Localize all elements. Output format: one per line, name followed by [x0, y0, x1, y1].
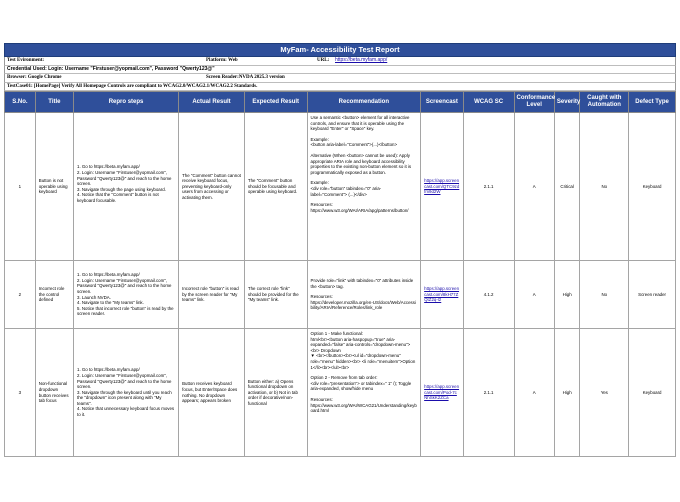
cell-sno: 3	[5, 329, 36, 457]
cell-screencast	[421, 329, 463, 457]
cell-expected: The correct role "link" should be provided for the "My teams" link.	[244, 261, 307, 329]
recommendation-para: Example: <button aria-label="Comment">(...)</button>	[310, 136, 398, 148]
report-title: MyFam- Accessibility Test Report	[4, 43, 676, 57]
cell-actual: Button receives keyboard focus, but Enter/Space does nothing. No dropdown appears; appears broken	[179, 329, 245, 457]
cell-severity: Critical	[554, 113, 579, 261]
cell-screencast	[421, 113, 463, 261]
cell-title: Non-functional dropdown button receives tab focus	[35, 329, 73, 457]
recommendation-para: Option 1 - Make functional: html<br><button aria-haspopup="true" aria-expanded="false" aria-controls="dropdown-menu"><br> Dropdown ▼ <br></button><br><ul id="dropdown-menu" role="menu" hidden><br> <li role="menuitem">Option 1</li><br></ul><br>	[310, 331, 416, 370]
cell-expected: Button either: a) Opens functional dropdown on activation, or b) Not in tab order if decorative/non-functional	[244, 329, 307, 457]
cell-steps	[74, 329, 179, 457]
screencast-link[interactable]: https://app.screencast.com/8kH77ZQtZ2q-l2	[424, 286, 460, 303]
screen-reader-label: Screen Reader:NVDA 2025.3 version	[206, 75, 285, 80]
col-header-repro-steps: Repro steps	[74, 92, 179, 113]
screencast-link[interactable]: https://app.screencast.com/QTC9zdfm9d2W	[424, 178, 460, 195]
cell-wcag: 4.1.2	[463, 261, 514, 329]
cell-automation: No	[580, 113, 629, 261]
col-header-wcag-sc: WCAG SC	[463, 92, 514, 113]
cell-sno: 2	[5, 261, 36, 329]
cell-level: A	[514, 261, 554, 329]
recommendation-para: Resources: https://www.w3.org/WAI/ARIA/apg/patterns/button/	[310, 202, 409, 213]
cell-defect-type: Keyboard	[629, 329, 676, 457]
recommendation-para: Example: <div role="button" tabindex="0" aria-label="Comment"> (...)</div>	[310, 180, 382, 197]
url-link[interactable]: https://beta.myfam.app/	[335, 57, 388, 63]
table-row	[5, 329, 676, 457]
cell-defect-type: Screen reader	[629, 261, 676, 329]
cell-steps	[74, 113, 179, 261]
cell-steps	[74, 261, 179, 329]
table-row	[5, 113, 676, 261]
report-sheet	[4, 43, 676, 457]
platform-label: Platform: Web	[206, 58, 238, 63]
col-header-defect-type: Defect Type	[629, 92, 676, 113]
table-header-row	[5, 92, 676, 113]
recommendation-para: Option 2 - Remove from tab order: <div role="presentation"> or tabindex=" 1" /); Toggle aria-expanded, show/hide menu	[310, 375, 412, 392]
meta-row-environment	[4, 57, 676, 66]
cell-defect-type: Keyboard	[629, 113, 676, 261]
cell-sno: 1	[5, 113, 36, 261]
cell-level: A	[514, 329, 554, 457]
cell-wcag: 2.1.1	[463, 329, 514, 457]
meta-row-credentials	[4, 66, 676, 75]
cell-recommendation	[307, 113, 421, 261]
col-header-title: Title	[35, 92, 73, 113]
recommendation-para: Provide role="link" with tabindex="0" attributes inside the <button> tag.	[310, 278, 414, 289]
cell-level: A	[514, 113, 554, 261]
cell-wcag: 2.1.1	[463, 113, 514, 261]
test-environment-label: Test Evironment:	[7, 58, 45, 63]
cell-recommendation	[307, 261, 421, 329]
cell-automation: Yes	[580, 329, 629, 457]
cell-title: Button is not operable using keyboard	[35, 113, 73, 261]
col-header-actual-result: Actual Result	[179, 92, 245, 113]
cell-automation: No	[580, 261, 629, 329]
cell-recommendation	[307, 329, 421, 457]
col-header-expected-result: Expected Result	[244, 92, 307, 113]
steps-text: 1. Go to https://beta.myfam.app/ 2. Login: Username "Firstuser@yopmail.com", Password "Qwerty123@" and reach to the home screen. 3. Launch NVDA. 4. Navigate to the "My teams" link. 5. Notice that incorrect role "button" is read by the screen reader.	[77, 272, 174, 317]
browser-label: Browser: Google Chrome	[7, 75, 62, 80]
cell-screencast	[421, 261, 463, 329]
recommendation-para: Resources: https://www.w3.org/WAI/WCAG21/Understanding/keyboard.html	[310, 396, 417, 414]
steps-text: 1. Go to https://beta.myfam.app/ 2. Login: Username "Firstuser@yopmail.com", Password "Qwerty123@" and reach to the home screen. 3. Navigate through the keyboard until you reach the "dropdown" icon present along with "My teams". 4. Notice that unnecessary keyboard focus moves to it.	[77, 367, 175, 418]
cell-title: Incorrect role the control defined	[35, 261, 73, 329]
col-header-recommendation: Recommendation	[307, 92, 421, 113]
recommendation-para: Use a semantic <button> element for all interactive controls, and ensure that it is operable using the keyboard "Enter" or "Space" key.	[310, 115, 410, 132]
col-header-sno: S.No.	[5, 92, 36, 113]
credentials-text: Credential Used: Login: Username "Firstuser@yopmail.com", Password "Qwerty123@"	[7, 65, 215, 72]
screencast-link[interactable]: https://app.screencast.com/Pod-7cNhSkK2ZCa	[424, 384, 460, 401]
cell-actual: Incorrect role "button" is read by the screen reader for "My teams" link.	[179, 261, 245, 329]
col-header-severity: Severity	[554, 92, 579, 113]
recommendation-para: Alternative (When <button> cannot be used): Apply appropriate ARIA role and keyboard accessibility properties to the existing non-button element so it is programmatically exposed as a button.	[310, 152, 412, 175]
cell-severity: High	[554, 329, 579, 457]
col-header-screencast: Screencast	[421, 92, 463, 113]
table-row	[5, 261, 676, 329]
defects-table	[4, 91, 676, 457]
meta-row-testcase	[4, 83, 676, 92]
col-header-conformance-level: Conformance Level	[514, 92, 554, 113]
recommendation-para: Resources: https://developer.mozilla.org/en-US/docs/Web/Accessibility/ARIA/Reference/Roles/link_role	[310, 294, 416, 311]
testcase-text: TestCase01: [HomePage] Verify All Homepage Controls are compliant to WCAG2.0/WCAG2.1/WCAG2.2 Standards.	[7, 83, 258, 89]
meta-row-browser	[4, 74, 676, 83]
cell-actual: The "Comment" button cannot receive keyboard focus, preventing keyboard-only users from accessing or activating them.	[179, 113, 245, 261]
cell-expected: The "Comment" button should be focusable and operable using keyboard.	[244, 113, 307, 261]
steps-text: 1. Go to https://beta.myfam.app/ 2. Login: Username "Firstuser@yopmail.com", Password "Qwerty123@" and reach to the home screen. 3. Navigate through the page using keyboard. 4. Notice that the "Comment" button is not keyboard focusable.	[77, 164, 172, 203]
url-label: URL:	[317, 58, 330, 63]
cell-severity: High	[554, 261, 579, 329]
col-header-caught-with-automation: Caught with Automation	[580, 92, 629, 113]
